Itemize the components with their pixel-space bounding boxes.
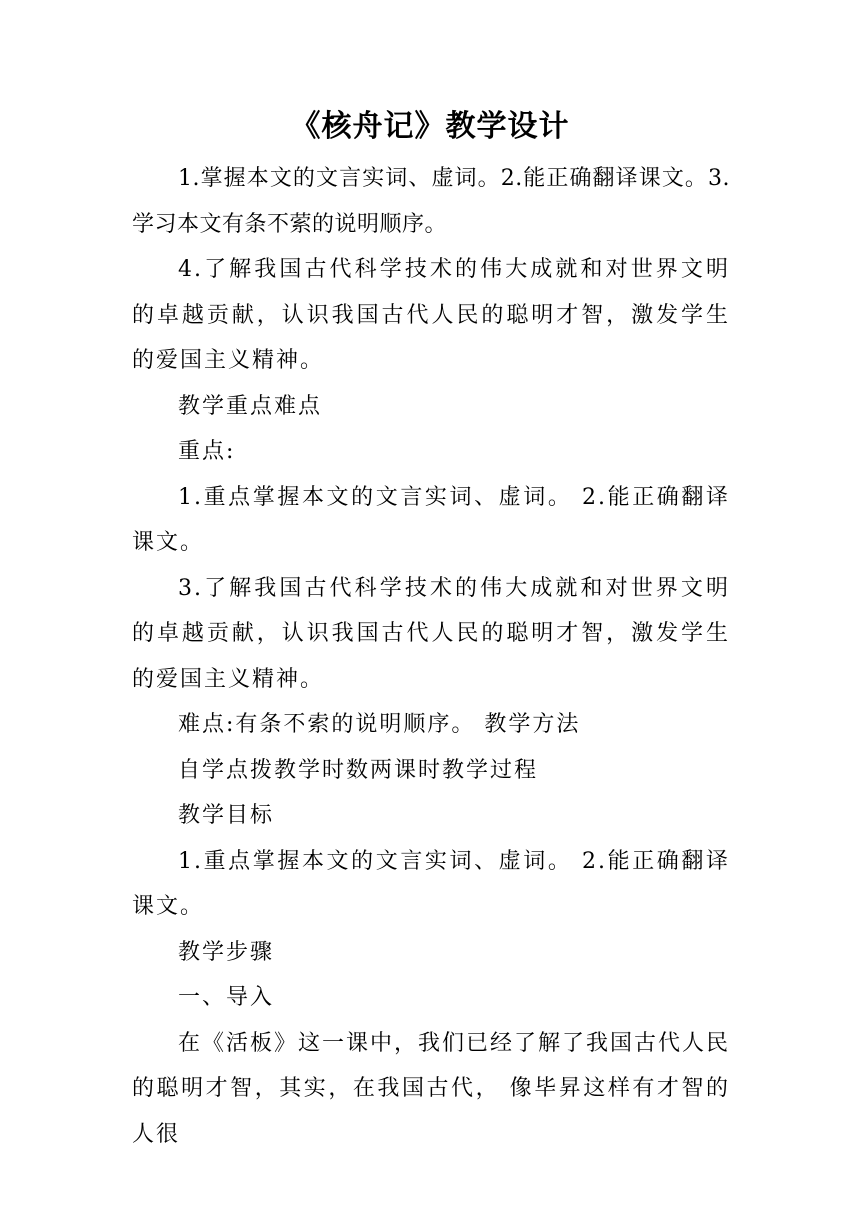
paragraph-objectives-1-3: 1.掌握本文的文言实词、虚词。2.能正确翻译课文。3.学习本文有条不萦的说明顺序。 — [132, 166, 730, 237]
document-body — [132, 156, 730, 1157]
paragraph-objective-4: 4.了解我国古代科学技术的伟大成就和对世界文明的卓越贡献，认识我国古代人民的聪明才智，激发学生的爱国主义精神。 — [132, 257, 730, 373]
document-title: 《核舟记》教学设计 — [290, 109, 570, 144]
paragraph-method-hours: 自学点拨教学时数两课时教学过程 — [178, 757, 539, 783]
heading-key-difficult-points: 教学重点难点 — [178, 393, 323, 419]
paragraph-goals-1-2: 1.重点掌握本文的文言实词、虚词。 2.能正确翻译课文。 — [132, 848, 730, 919]
heading-teaching-goals: 教学目标 — [178, 803, 275, 828]
heading-teaching-steps: 教学步骤 — [178, 939, 275, 965]
paragraph-key-point-3: 3.了解我国古代科学技术的伟大成就和对世界文明的卓越贡献，认识我国古代人民的聪明才智，激发学生的爱国主义精神。 — [132, 575, 730, 692]
paragraph-difficult-point: 难点:有条不索的说明顺序。 教学方法 — [178, 712, 581, 737]
heading-introduction: 一、导入 — [178, 985, 275, 1010]
paragraph-key-point-1-2: 1.重点掌握本文的文言实词、虚词。 2.能正确翻译课文。 — [132, 484, 730, 555]
heading-key-points: 重点: — [178, 439, 236, 464]
paragraph-introduction: 在《活板》这一课中，我们已经了解了我国古代人民的聪明才智，其实，在我国古代， 像毕昇这样有才智的人很 — [132, 1030, 731, 1147]
